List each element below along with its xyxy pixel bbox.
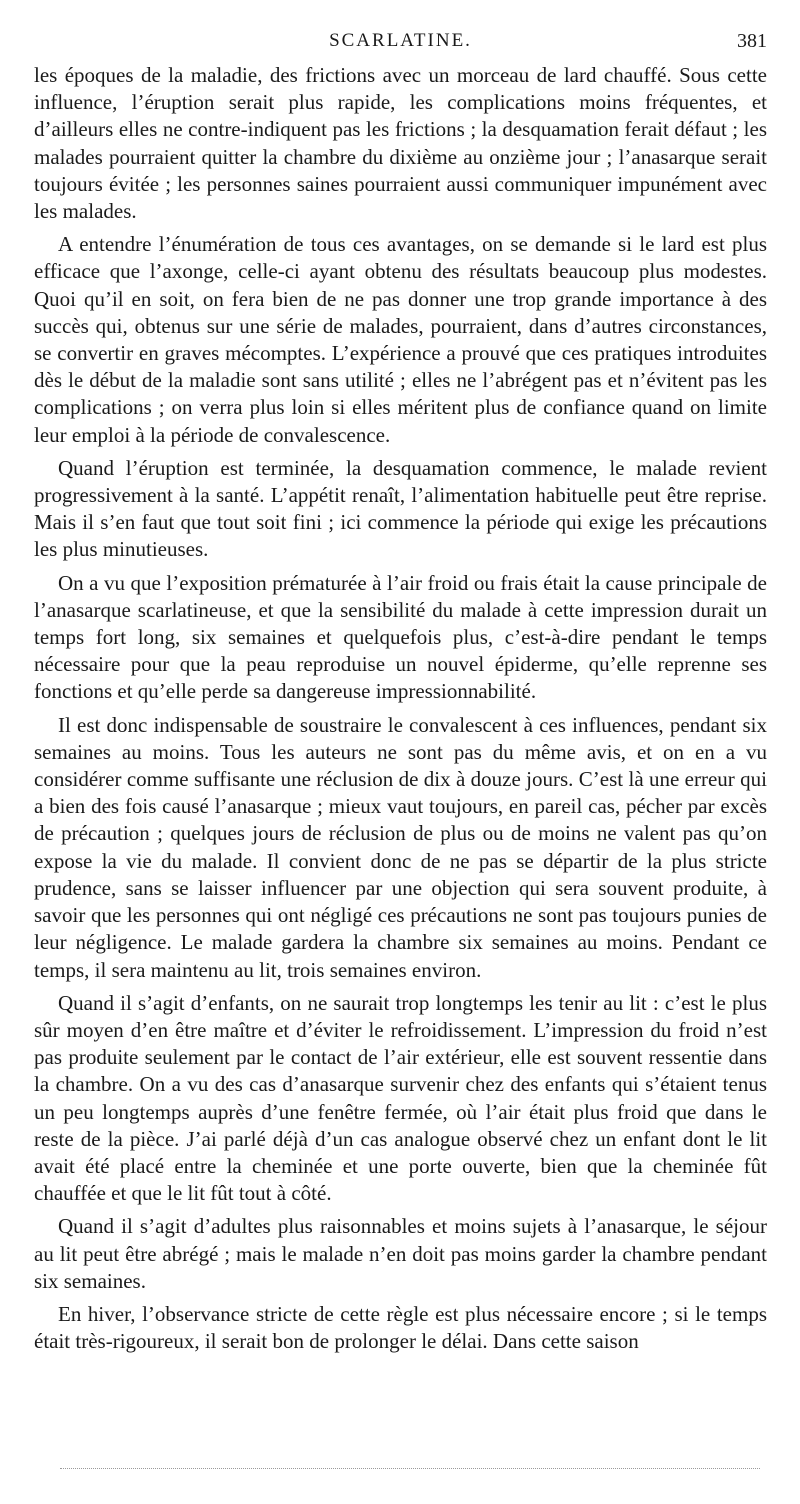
paragraph: Quand l’éruption est terminée, la desquamation commence, le malade revient progressivement à la santé. L’appétit renaît, l’alimentation habituelle peut être reprise. Mais il s’en faut que tout soit fini ; ici commence la période qui exige les précautions les plus minutieuses.: [34, 455, 767, 562]
footer-rule: [60, 1468, 760, 1469]
paragraph-final: En hiver, l’observance stricte de cette règle est plus nécessaire encore ; si le temps était très-rigoureux, il serait bon de prolonger le délai. Dans cette saison: [34, 1301, 767, 1354]
paragraph: Quand il s’agit d’enfants, on ne saurait trop longtemps les tenir au lit : c’est le plus sûr moyen d’en être maître et d’éviter le refroidissement. L’impression du froid n’est pas produite seulement par le contact de l’air extérieur, elle est souvent ressentie dans la chambre. On a vu des cas d’anasarque survenir chez des enfants qui s’étaient tenus un peu longtemps auprès d’une fenêtre fermée, où l’air était plus froid que dans le reste de la pièce. J’ai parlé déjà d’un cas analogue observé chez un enfant dont le lit avait été placé entre la cheminée et une porte ouverte, bien que la cheminée fût chauffée et que le lit fût tout à côté.: [34, 990, 767, 1206]
page-header: [34, 28, 767, 62]
running-title: SCARLATINE.: [329, 30, 472, 51]
paragraph-continuation: les époques de la maladie, des frictions avec un morceau de lard chauffé. Sous cette influence, l’éruption serait plus rapide, les complications moins fréquentes, et d’ailleurs elles ne contre-indiquent pas les frictions ; la desquamation ferait défaut ; les malades pourraient quitter la chambre du dixième au onzième jour ; l’anasarque serait toujours évitée ; les personnes saines pourraient aussi communiquer impunément avec les malades.: [34, 63, 767, 224]
book-page: [34, 28, 767, 1355]
paragraph: On a vu que l’exposition prématurée à l’air froid ou frais était la cause principale de l’anasarque scarlatineuse, et que la sensibilité du malade à cette impression durait un temps fort long, six semaines et quelquefois plus, c’est-à-dire pendant le temps nécessaire pour que la peau reproduise un nouvel épiderme, qu’elle reprenne ses fonctions et qu’elle perde sa dangereuse impressionnabilité.: [34, 570, 767, 704]
paragraph: Il est donc indispensable de soustraire le convalescent à ces influences, pendant six semaines au moins. Tous les auteurs ne sont pas du même avis, et on en a vu considérer comme suffisante une réclusion de dix à douze jours. C’est là une erreur qui a bien des fois causé l’anasarque ; mieux vaut toujours, en pareil cas, pécher par excès de précaution ; quelques jours de réclusion de plus ou de moins ne valent pas qu’on expose la vie du malade. Il convient donc de ne pas se départir de la plus stricte prudence, sans se laisser influencer par une objection qui sera souvent produite, à savoir que les personnes qui ont négligé ces précautions ne sont pas toujours punies de leur négligence. Le malade gardera la chambre six semaines au moins. Pendant ce temps, il sera maintenu au lit, trois semaines environ.: [34, 712, 767, 982]
paragraph: A entendre l’énumération de tous ces avantages, on se demande si le lard est plus efficace que l’axonge, celle-ci ayant obtenu des résultats beaucoup plus modestes. Quoi qu’il en soit, on fera bien de ne pas donner une trop grande importance à des succès qui, obtenus sur une série de malades, pourraient, dans d’autres circonstances, se convertir en graves mécomptes. L’expérience a prouvé que ces pratiques introduites dès le début de la maladie sont sans utilité ; elles ne l’abrégent pas et n’évitent pas les complications ; on verra plus loin si elles méritent plus de confiance quand on limite leur emploi à la période de convalescence.: [34, 232, 767, 447]
page-number: 381: [737, 30, 767, 52]
paragraph: Quand il s’agit d’adultes plus raisonnables et moins sujets à l’anasarque, le séjour au lit peut être abrégé ; mais le malade n’en doit pas moins garder la chambre pendant six semaines.: [34, 1214, 767, 1293]
